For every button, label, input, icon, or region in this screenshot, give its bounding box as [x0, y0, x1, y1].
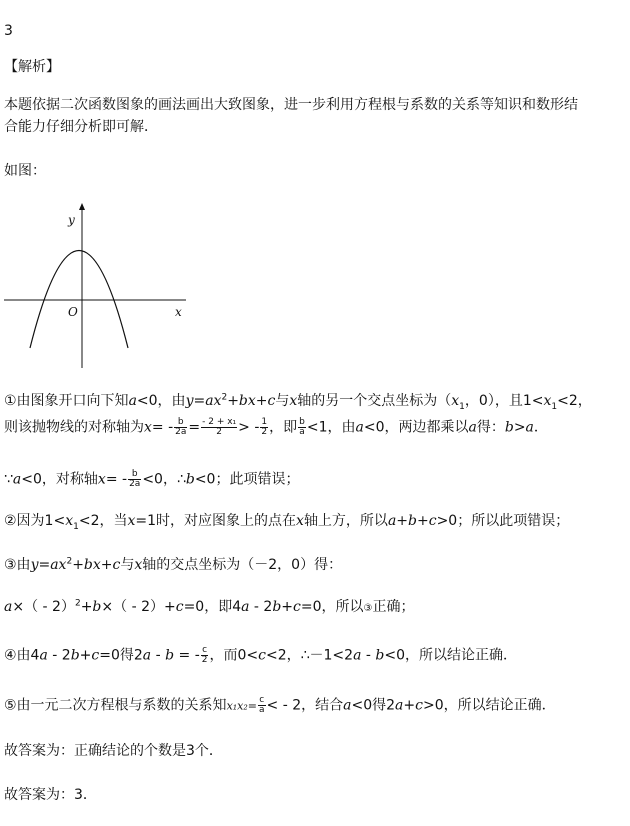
solution-line-6: a×（ - 2）$^2$+b×（ - 2）+c=0，即4a - 2b+c=0，所以③正确； — [4, 598, 415, 615]
x-axis-label: x — [175, 305, 182, 319]
page-number: 3 — [4, 23, 13, 39]
answer-line-2: 故答案为：3． — [4, 787, 97, 803]
solution-line-7: ④由4a - 2b+c=0得2a - b = - $\frac{c}{2}$ ，而0<c<2，∴－1<2a - b<0，所以结论正确． — [4, 645, 517, 665]
solution-line-4: ②因为$1<x_1<2$，当x=1时，对应图象上的点在x轴上方，所以a+b+c>0；所以此项错误； — [4, 513, 570, 532]
parabola-graph — [0, 200, 200, 372]
parabola-curve — [30, 251, 128, 349]
intro-line-1: 本题依据二次函数图象的画法画出大致图象，进一步利用方程根与系数的关系等知识和数形结 — [4, 97, 578, 113]
solution-line-2: 则该抛物线的对称轴为x= - $\frac{b}{2a}$ = $\frac{\text{- 2 + x₁}}{2}$ > - $\frac{1}{2}$ ，即 $\frac{b}{a}$ <1，由a<0，两边都乘以a得：b>a． — [4, 417, 548, 437]
solution-line-5: ③由$y=ax^2+bx+c$与x轴的交点坐标为（－2，0）得： — [4, 556, 343, 573]
solution-line-3: ∵a<0，对称轴x= - $\frac{b}{2a}$ <0，∴b<0；此项错误； — [4, 469, 300, 489]
intro-line-2: 合能力仔细分析即可解． — [4, 119, 158, 135]
answer-line-1: 故答案为：正确结论的个数是3个． — [4, 743, 223, 759]
y-axis-label: y — [68, 213, 75, 227]
section-title: 【解析】 — [4, 59, 60, 75]
figure-intro: 如图： — [4, 163, 46, 179]
solution-line-8: ⑤由一元二次方程根与系数的关系知x₁x₂= $\frac{c}{a}$ < - 2，结合a<0得2a+c>0，所以结论正确． — [4, 695, 556, 715]
solution-line-1: ①由图象开口向下知a<0，由$y=ax^2+bx+c$与x轴的另一个交点坐标为（$x_1$，0），且$1<x_1<2$， — [4, 392, 592, 412]
origin-label: O — [68, 305, 78, 319]
